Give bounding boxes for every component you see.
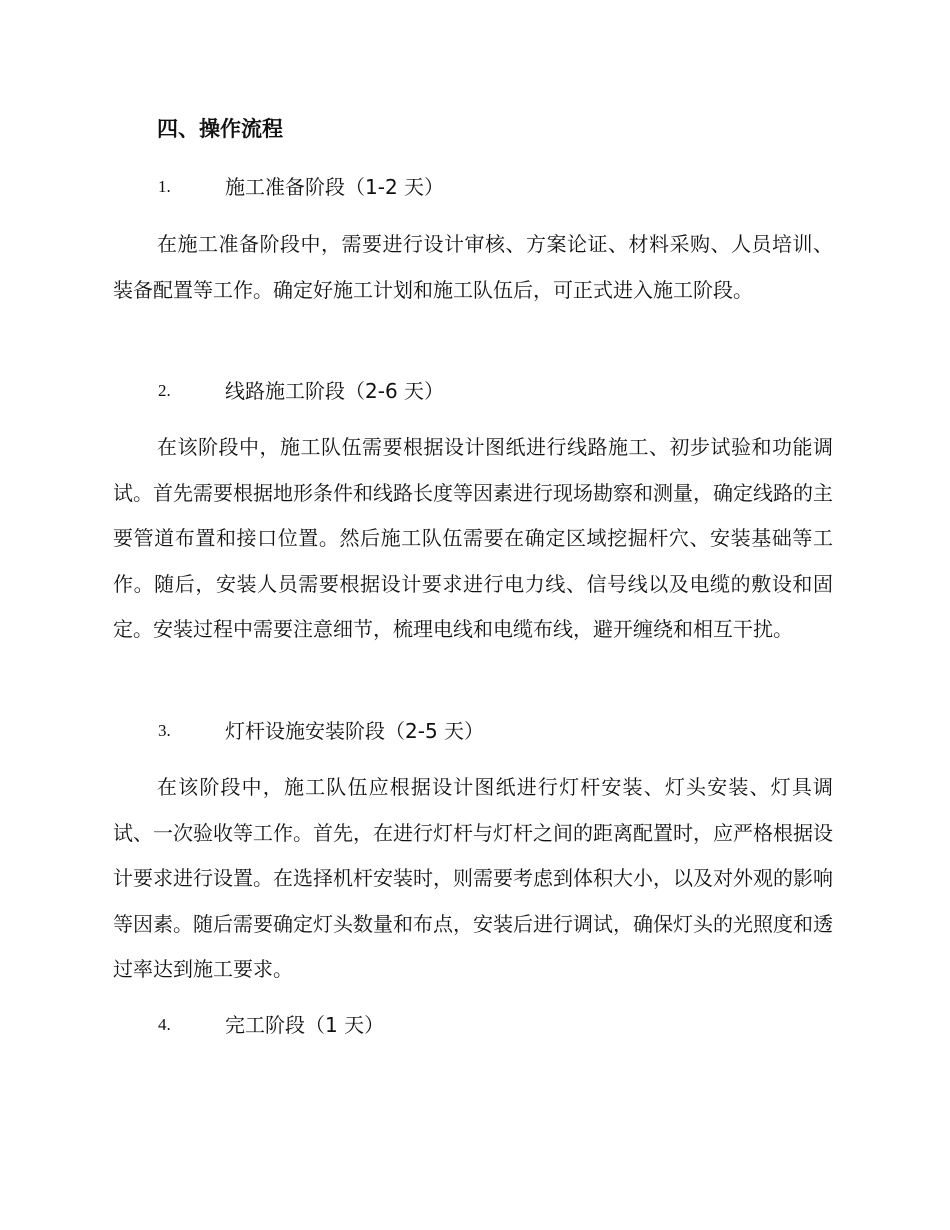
step-2-title: 线路施工阶段（2-6 天） [225,379,445,403]
step-1-paragraph: 在施工准备阶段中，需要进行设计审核、方案论证、材料采购、人员培训、装备配置等工作。确定好施工计划和施工队伍后，可正式进入施工阶段。 [113,232,833,302]
step-3-title: 灯杆设施安装阶段（2-5 天） [225,719,485,743]
step-2-number: 2. [158,381,171,400]
step-1-number: 1. [158,177,171,196]
step-3-paragraph: 在该阶段中，施工队伍应根据设计图纸进行灯杆安装、灯头安装、灯具调试、一次验收等工作。首先，在进行灯杆与灯杆之间的距离配置时，应严格根据设计要求进行设置。在选择机杆安装时，则需要考虑到体积大小，以及对外观的影响等因素。随后需要确定灯头数量和布点，安装后进行调试，确保灯头的光照度和透过率达到施工要求。 [113,775,833,981]
step-4-number: 4. [158,1015,171,1034]
step-4-title: 完工阶段（1 天） [225,1013,385,1037]
step-3-number: 3. [158,721,171,740]
section-heading: 四、操作流程 [157,117,283,141]
step-1-title: 施工准备阶段（1-2 天） [225,175,445,199]
step-2-paragraph: 在该阶段中，施工队伍需要根据设计图纸进行线路施工、初步试验和功能调试。首先需要根据地形条件和线路长度等因素进行现场勘察和测量，确定线路的主要管道布置和接口位置。然后施工队伍需要在确定区域挖掘杆穴、安装基础等工作。随后，安装人员需要根据设计要求进行电力线、信号线以及电缆的敷设和固定。安装过程中需要注意细节，梳理电线和电缆布线，避开缠绕和相互干扰。 [113,435,833,641]
